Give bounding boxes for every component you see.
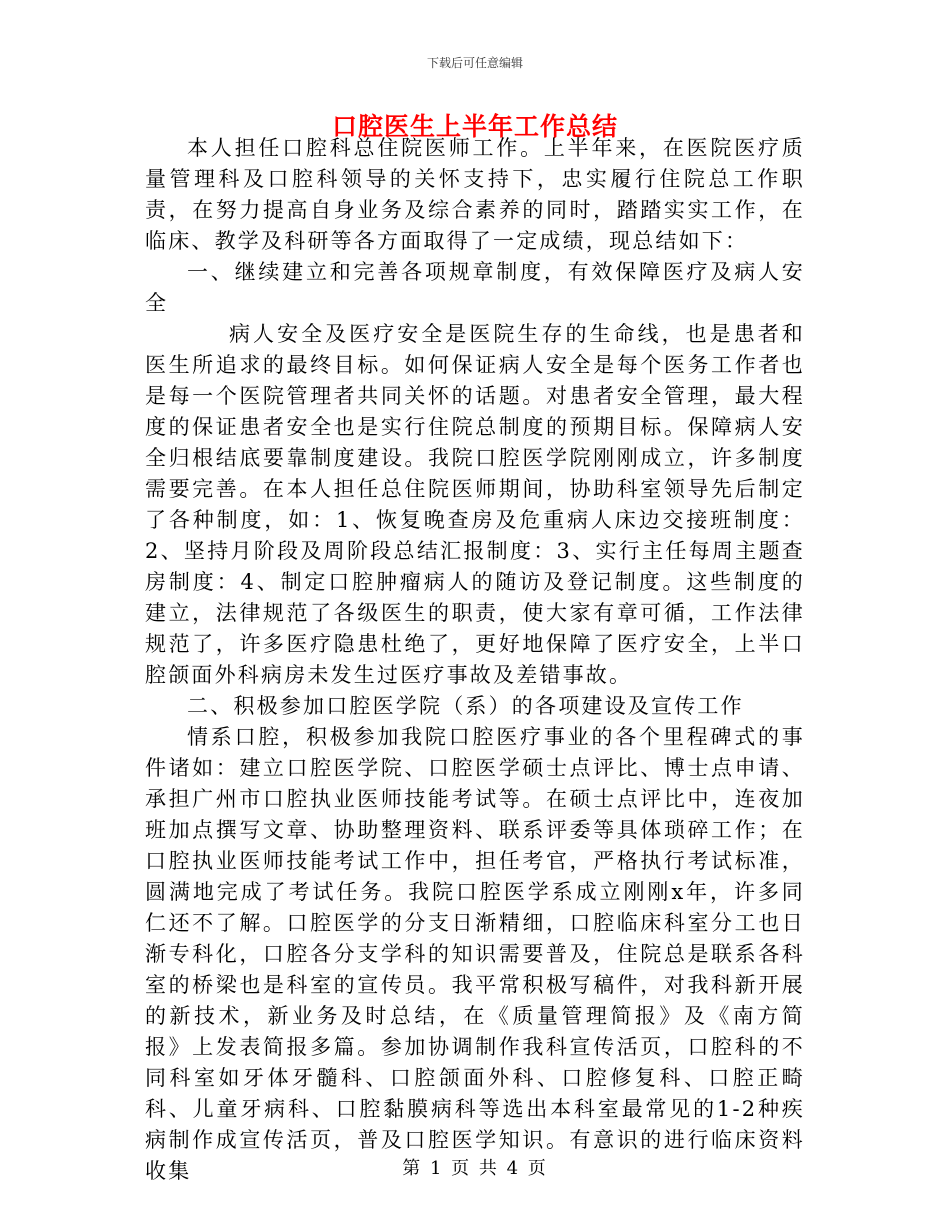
document-body <box>145 133 805 1187</box>
paragraph-intro: 本人担任口腔科总住院医师工作。上半年来，在医院医疗质量管理科及口腔科领导的关怀支持下，忠实履行住院总工作职责，在努力提高自身业务及综合素养的同时，踏踏实实工作，在临床、教学及科研等各方面取得了一定成绩，现总结如下： <box>145 136 805 253</box>
header-note: 下载后可任意编辑 <box>426 56 523 70</box>
paragraph-section-2: 情系口腔，积极参加我院口腔医疗事业的各个里程碑式的事件诸如：建立口腔医学院、口腔医学硕士点评比、博士点申请、承担广州市口腔执业医师技能考试等。在硕士点评比中，连夜加班加点撰写文章、协助整理资料、联系评委等具体琐碎工作；在口腔执业医师技能考试工作中，担任考官，严格执行考试标准，圆满地完成了考试任务。我院口腔医学系成立刚刚x年，许多同仁还不了解。口腔医学的分支日渐精细，口腔临床科室分工也日渐专科化，口腔各分支学科的知识需要普及，住院总是联系各科室的桥梁也是科室的宣传员。我平常积极写稿件，对我科新开展的新技术，新业务及时总结，在《质量管理简报》及《南方简报》上发表简报多篇。参加协调制作我科宣传活页，口腔科的不同科室如牙体牙髓科、口腔颌面外科、口腔修复科、口腔正畸科、儿童牙病科、口腔黏膜病科等选出本科室最常见的1-2种疾病制作成宣传活页，普及口腔医学知识。有意识的进行临床资料收集 <box>145 725 805 1183</box>
section-heading-2: 二、积极参加口腔医学院（系）的各项建设及宣传工作 <box>187 694 744 718</box>
section-heading-1: 一、继续建立和完善各项规章制度，有效保障医疗及病人安全 <box>145 260 805 315</box>
document-title: 口腔医生上半年工作总结 <box>331 112 618 141</box>
page-number-footer: 第 1 页 共 4 页 <box>402 1158 548 1179</box>
paragraph-section-1: 病人安全及医疗安全是医院生存的生命线，也是患者和医生所追求的最终目标。如何保证病人安全是每个医务工作者也是每一个医院管理者共同关怀的话题。对患者安全管理，最大程度的保证患者安全也是实行住院总制度的预期目标。保障病人安全归根结底要靠制度建设。我院口腔医学院刚刚成立，许多制度需要完善。在本人担任总住院医师期间，协助科室领导先后制定了各种制度，如：1、恢复晚查房及危重病人床边交接班制度：2、坚持月阶段及周阶段总结汇报制度：3、实行主任每周主题查房制度：4、制定口腔肿瘤病人的随访及登记制度。这些制度的建立，法律规范了各级医生的职责，使大家有章可循，工作法律规范了，许多医疗隐患杜绝了，更好地保障了医疗安全，上半口腔颌面外科病房未发生过医疗事故及差错事故。 <box>145 322 805 687</box>
